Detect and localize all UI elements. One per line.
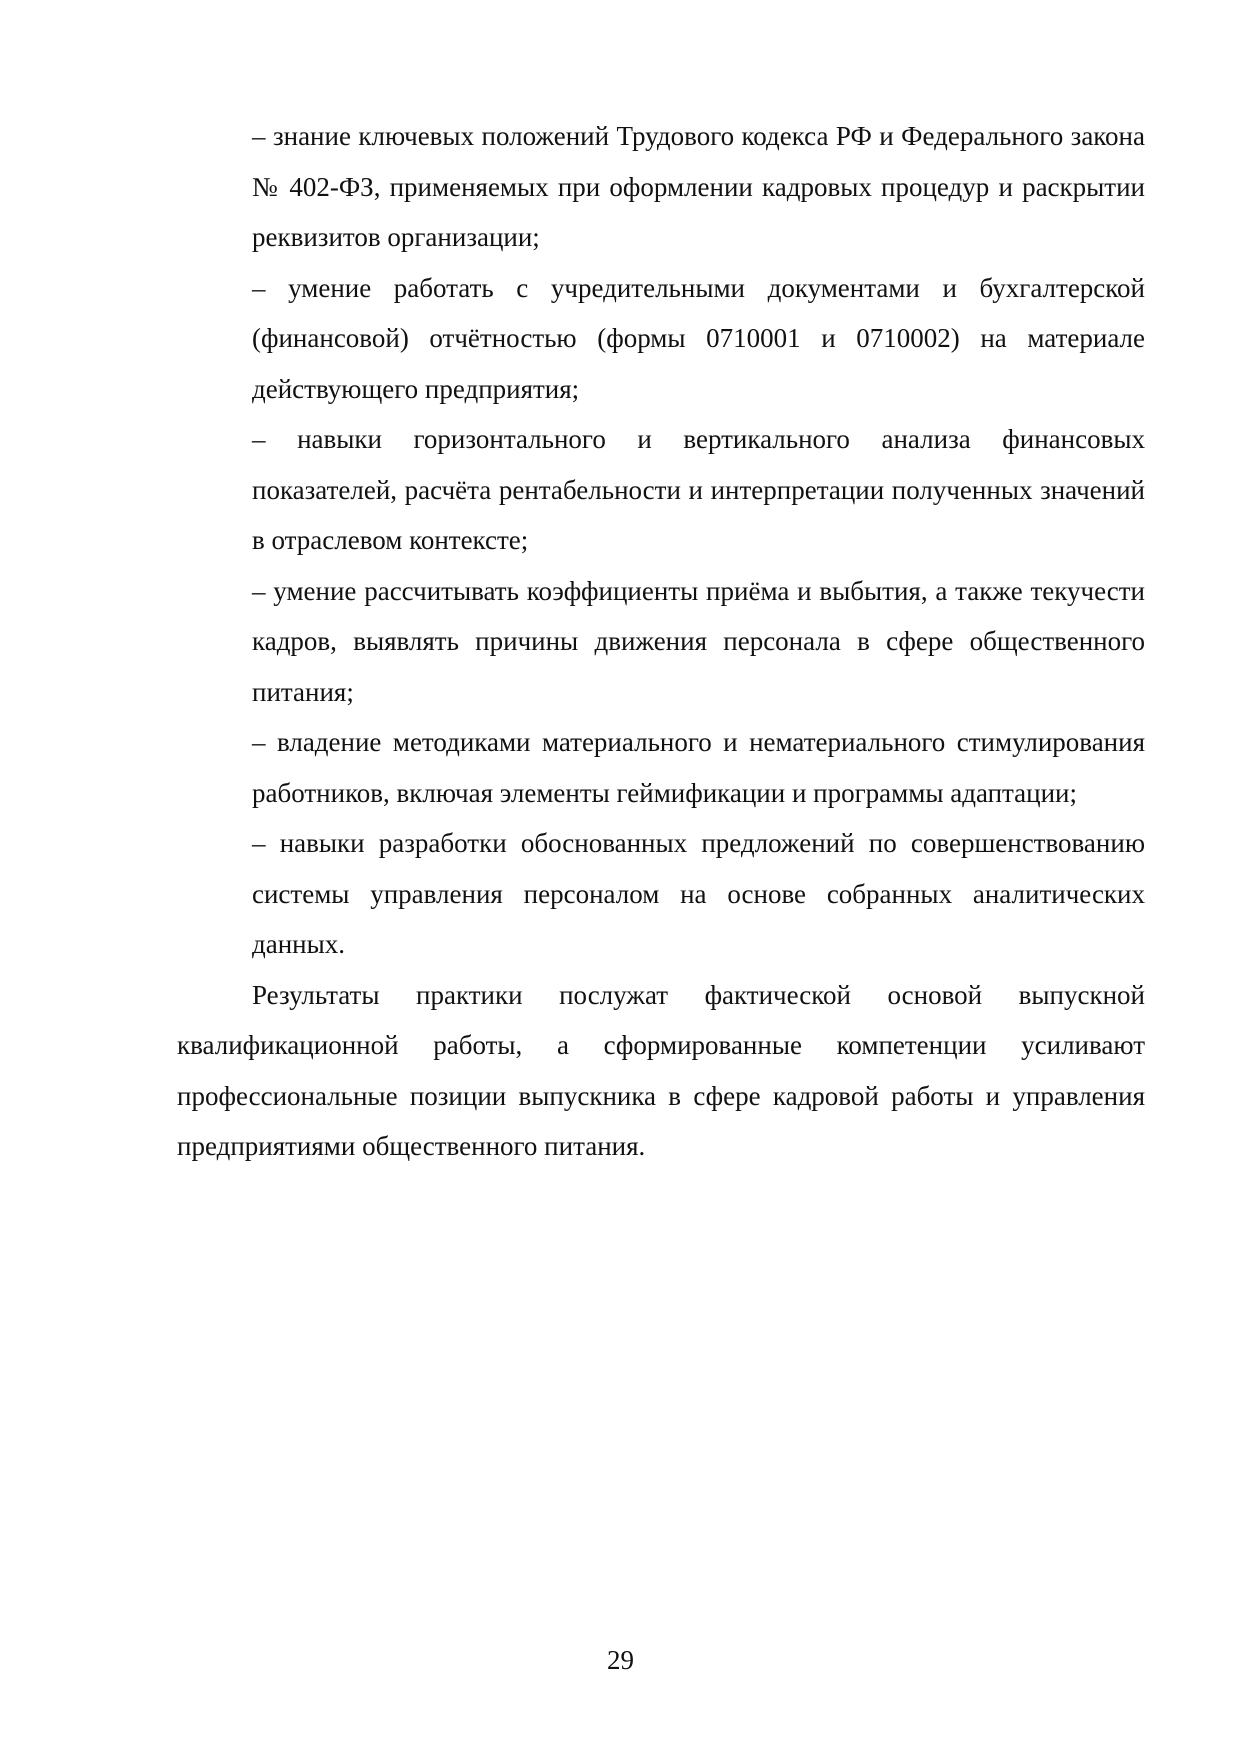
conclusion-paragraph: Результаты практики послужат фактической основой выпускной квалификационной работы, а сформированные компетенции усиливают профессиональные позиции выпускника в сфере кадровой работы и управления предприятиями общественного питания. bbox=[177, 979, 1145, 1161]
list-item: – знание ключевых положений Трудового кодекса РФ и Федерального закона № 402-ФЗ, применяемых при оформлении кадровых процедур и раскрытии реквизитов организации; bbox=[252, 121, 1145, 252]
list-item: – умение работать с учредительными документами и бухгалтерской (финансовой) отчётностью (формы 0710001 и 0710002) на материале действующего предприятия; bbox=[252, 272, 1145, 404]
body-text bbox=[177, 111, 1145, 1172]
list-item: – умение рассчитывать коэффициенты приёма и выбытия, а также текучести кадров, выявлять причины движения персонала в сфере общественного питания; bbox=[252, 575, 1145, 707]
list-item: – навыки разработки обоснованных предложений по совершенствованию системы управления персоналом на основе собранных аналитических данных. bbox=[252, 828, 1145, 959]
page-number: 29 bbox=[607, 1645, 634, 1675]
list-item: – владение методиками материального и нематериального стимулирования работников, включая элементы геймификации и программы адаптации; bbox=[252, 727, 1145, 808]
list-item: – навыки горизонтального и вертикального анализа финансовых показателей, расчёта рентабельности и интерпретации полученных значений в отраслевом контексте; bbox=[252, 424, 1145, 555]
